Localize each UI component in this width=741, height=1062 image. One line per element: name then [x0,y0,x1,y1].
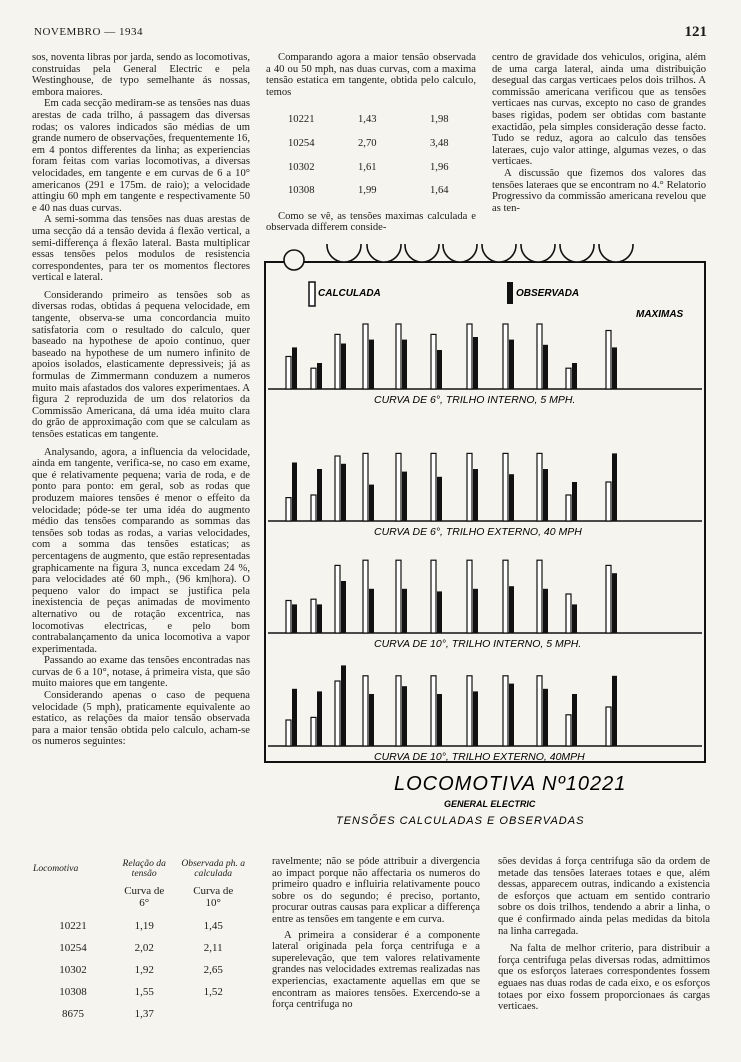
chart-panel [268,453,702,538]
wheel-circle [284,250,304,270]
bar-calculada [503,560,508,633]
legend-obs-swatch [507,282,513,304]
chart-panel [268,665,702,763]
wheel-circle [443,244,477,262]
wheel-circle [560,244,594,262]
bar-observada [292,689,297,746]
bar-observada [341,344,346,390]
table-cell: 1,55 [134,986,154,998]
bar-observada [317,691,322,746]
bar-observada [402,340,407,389]
column-header: Relação da tensão [122,858,166,879]
legend [309,282,684,320]
bar-calculada [467,324,472,389]
column-header: Locomotiva [33,863,79,874]
bar-observada [543,689,548,746]
bar-calculada [467,560,472,633]
bar-observada [437,694,442,746]
table-cell: Curva de 6° [124,885,165,909]
bar-calculada [431,676,436,746]
bar-calculada [566,594,571,633]
bar-calculada [503,676,508,746]
wheel-circles [284,244,633,270]
legend-calc-label: CALCULADA [318,288,381,299]
bar-calculada [431,560,436,633]
bar-calculada [311,368,316,389]
bar-calculada [503,324,508,389]
wheel-circle [405,244,439,262]
table-cell: 1,64 [430,185,449,197]
bar-observada [369,589,374,633]
bar-calculada [335,456,340,521]
bar-calculada [311,717,316,746]
wheel-circle [327,244,361,262]
bar-observada [612,573,617,633]
bar-calculada [606,331,611,390]
bar-observada [612,347,617,389]
column-header: Observada ph. a calculada [181,858,246,879]
bar-observada [292,347,297,389]
bar-observada [292,463,297,522]
table-header-row [32,858,252,885]
bar-observada [572,694,577,746]
legend-obs-label: OBSERVADA [516,288,580,299]
bar-observada [509,586,514,633]
bar-calculada [286,498,291,521]
paragraph: Analysando, agora, a influencia da velocidade, ainda em tangente, verifica-se, no caso em exame, que é relativamente pequena; varia de roda, e de ponto para ponto: em geral, sob as rodas que produzem maiores tensões é menor o effeito da velocidade; póde-se ter uma idéa do augmento médio das tensões comparando as sommas das tensões sob todas as rodas, a varias velocidades, com a somma das tensões estaticas; as percentagens de augmento, que estão representadas graphicamente na figura 3, nunca excedam 24 %, para velocidades até 60 mph., (96 km|hora). O pequeno valor do impact se justifica pela inexistencia de peças animadas de movimento alternativo ou de rotação excentrica, nas locomotivas electricas, e pelo bom contrabalançamento da unica locomotiva a vapor experimentada. [32,446,250,655]
figure-title: LOCOMOTIVA Nº10221 [394,773,627,795]
bar-calculada [396,560,401,633]
table-cell: 10302 [59,964,87,976]
figure-subtitle2: TENSÕES CALCULADAS E OBSERVADAS [336,815,585,827]
table-row [32,981,252,1003]
table-cell: 2,65 [203,964,223,976]
bar-calculada [566,715,571,746]
bar-observada [317,469,322,521]
chart-panels [268,324,702,763]
paragraph: Na falta de melhor criterio, para distribuir a força centrifuga pelas diversas rodas, admittimos que os esforços lateraes correspondentes fossem eguaes nas duas rodas de cada eixo, e os esforços totaes por eixo fossem proporcionaes ás cargas verticaes. [498,943,710,1013]
table-cell: 1,98 [430,114,449,126]
paragraph: Como se vê, as tensões maximas calculada e observada differem conside- [266,210,476,234]
ratio-table-curves [32,858,252,1025]
bar-calculada [396,453,401,521]
bar-calculada [566,368,571,389]
bar-observada [612,676,617,746]
table-cell: 1,19 [134,920,154,932]
bar-observada [509,684,514,746]
column-3 [492,52,706,214]
table-cell: 2,02 [134,942,154,954]
bar-calculada [363,560,368,633]
bar-observada [369,485,374,521]
bar-observada [543,589,548,633]
legend-calc-swatch [309,282,315,306]
table-cell: 1,99 [358,185,377,197]
bar-calculada [431,453,436,521]
table-cell [174,1003,252,1025]
wheel-circle [367,244,401,262]
figure-stress-chart [264,244,710,844]
table-cell: 10308 [59,986,87,998]
bar-calculada [363,676,368,746]
bottom-column-3 [498,856,710,1013]
bar-observada [473,469,478,521]
bar-calculada [431,334,436,389]
table-cell: 1,37 [134,1008,154,1020]
bar-observada [402,589,407,633]
paragraph: sões devidas á força centrifuga são da ordem de metade das tensões lateraes totaes e que, além dessas, apparecem outras, indicando a existencia de esforços que actuam em sentido contrario sobre os dois trilhos, tendendo a abrir a linha, o que é confirmado ainda pelas medidas da bitola na linha carregada. [498,856,710,937]
bar-calculada [311,599,316,633]
bar-calculada [606,565,611,633]
paragraph: centro de gravidade dos vehiculos, origina, além de uma carga lateral, ainda uma distribuição desegual das cargas verticaes pelos dois trilhos. A commissão americana verificou que as tensões verticaes nas curvas, excepto no caso de grandes bases rigidas, podem ser obtidas com bastante exactidão, pela simples consideração desse facto. Tudo se reduz, agora ao calculo das tensões lateraes, cujo valor attinge, algumas vezes, o das verticaes. [492,52,706,168]
table-row [32,1003,252,1025]
bar-observada [509,474,514,521]
bar-calculada [606,482,611,521]
bar-calculada [396,324,401,389]
bar-observada [292,604,297,633]
ratio-table [288,108,449,202]
figure-frame [265,262,705,762]
bar-observada [572,604,577,633]
bar-observada [473,589,478,633]
page-number: 121 [684,24,707,40]
bar-observada [437,350,442,389]
table-cell: 1,96 [430,161,449,173]
bar-calculada [311,495,316,521]
table-cell: 1,61 [358,161,377,173]
table-row [288,156,449,180]
bar-observada [369,340,374,389]
table-cell: 1,45 [203,920,223,932]
bar-observada [543,469,548,521]
table-cell: 10221 [288,114,315,126]
table-row [288,132,449,156]
table-cell: 10308 [288,185,315,197]
bar-observada [473,691,478,746]
panel-caption: CURVA DE 6°, TRILHO EXTERNO, 40 MPH [374,526,582,538]
paragraph: A primeira a considerar é a componente lateral originada pela força centrifuga e a superelevação, que tem valores relativamente grandes nas velocidades extremas realizadas nas experiencias, exactamente aquellas em que se encontram as maiores tensões. Exercendo-se a força centrifuga no [272,929,480,1011]
paragraph: ravelmente; não se póde attribuir a divergencia ao impact porque não affectaria os numeros do primeiro quadro e influiria relativamente pouco sobre os do segundo; é preciso, portanto, procurar outras causas para explicar a differença entre as tensões em tangente e em curva. [272,856,480,925]
table-cell: 1,43 [358,114,377,126]
bar-calculada [363,324,368,389]
table-cell: 10302 [288,161,315,173]
wheel-circle [482,244,516,262]
bar-calculada [467,676,472,746]
bar-observada [402,472,407,521]
panel-caption: CURVA DE 10°, TRILHO EXTERNO, 40MPH [374,751,585,763]
bar-calculada [363,453,368,521]
table-row [288,179,449,203]
paragraph: Considerando primeiro as tensões sob as diversas rodas, obtidas á pequena velocidade, em tangente, observa-se uma concordancia muito satisfatoria com o resultado do calculo, quer baseado na hypothese de apoio continuo, quer baseado na hypothese de um numero infinito de apoios isolados, elasticamente depressiveis; já as formulas de Zimmermann conduzem a numeros muito mais afastados dos valores experimentaes. A figura 2 reproduzida de um dos relatorios da Commissão Americana, dá uma idéa muito clara do grão de approximação com que se calculam as tensões estaticas em tangente. [32,289,250,440]
table-row [32,959,252,981]
paragraph: Considerando apenas o caso de pequena velocidade (5 mph), praticamente equivalente ao estatico, as relações da maior tensão observada para a maior tensão obtida pelo calculo, acham-se os numeros seguintes: [32,690,250,748]
table-cell: 10254 [288,137,315,149]
paragraph: Passando ao exame das tensões encontradas nas curvas de 6 a 10°, notase, á primeira vista, que são muito maiores que em tangente. [32,655,250,690]
table-cell: Curva de 10° [193,885,234,909]
table-cell: 1,52 [203,986,223,998]
bar-observada [437,591,442,633]
paragraph: A semi-somma das tensões nas duas arestas de uma secção dá a tensão devida á flexão vertical, a semi-differença á flexão lateral. Basta multiplicar essas tensões pelos modulos de resistencia correspondentes, para ter os momentos flectores vertical e lateral. [32,214,250,284]
wheel-circle [521,244,555,262]
table-cell [32,885,114,915]
bottom-column-2 [272,856,480,1011]
bar-calculada [286,601,291,634]
table-row [288,108,449,132]
panel-caption: CURVA DE 10°, TRILHO INTERNO, 5 MPH. [374,638,582,650]
bar-calculada [286,720,291,746]
bar-observada [341,581,346,633]
bar-observada [572,363,577,389]
table-cell: 10254 [59,942,87,954]
bar-calculada [396,676,401,746]
bar-calculada [537,324,542,389]
wheel-circle [599,244,633,262]
bar-observada [437,477,442,521]
paragraph: Em cada secção mediram-se as tensões nas duas arestas de cada trilho, á passagem das diversas rodas; os valores indicados são médias de um grande numero de observações, frequentemente 16, em 4 pontos differentes da linha; as experiencias foram feitas com varias locomotivas, a diversas velocidades, em tangente e em curvas de 6 a 10° americanos (291 e 175m. de raio); a velocidade attingiu 60 mph em tangente e respectivamente 50 e 40 nas duas curvas. [32,98,250,214]
table-cell: 10221 [59,920,87,932]
bar-observada [341,665,346,746]
bar-observada [509,340,514,389]
bar-calculada [537,676,542,746]
bar-observada [612,453,617,521]
table-cell: 3,48 [430,137,449,149]
bar-calculada [606,707,611,746]
bar-calculada [335,334,340,389]
bar-calculada [335,565,340,633]
bar-calculada [537,560,542,633]
column-1 [32,52,250,748]
bar-observada [473,337,478,389]
table-cell: 2,70 [358,137,377,149]
running-header: NOVEMBRO — 1934 [34,26,143,38]
table-cell: 8675 [62,1008,84,1020]
column-2 [266,52,476,234]
chart-panel [268,324,702,406]
bar-observada [317,604,322,633]
paragraph: Comparando agora a maior tensão observada a 40 ou 50 mph, nas duas curvas, com a maxima tensão estatica em tangente, obtida pelo calculo, temos [266,52,476,98]
table-cell: 1,92 [134,964,154,976]
paragraph: A discussão que fizemos dos valores das tensões lateraes que se encontram no 4.° Relatorio Progressivo da commissão americana revelou que as ten- [492,167,706,214]
max-label: MAXIMAS [636,309,684,320]
bar-calculada [537,453,542,521]
table-cell: 2,11 [203,942,223,954]
bar-observada [402,686,407,746]
bar-calculada [467,453,472,521]
bar-calculada [503,453,508,521]
bar-observada [369,694,374,746]
chart-panel [268,560,702,650]
bar-observada [572,482,577,521]
bar-calculada [335,681,340,746]
table-row [32,915,252,937]
bar-calculada [286,357,291,390]
bar-observada [317,363,322,389]
paragraph: sos, noventa libras por jarda, sendo as locomotivas, construidas pela General Electric e pela Westinghouse, de typo semelhante ás nossas, embora maiores. [32,52,250,98]
bar-calculada [566,495,571,521]
bar-observada [341,464,346,521]
panel-caption: CURVA DE 6°, TRILHO INTERNO, 5 MPH. [374,394,576,406]
table-row [32,937,252,959]
table-subheader-row [32,885,252,915]
figure-subtitle: GENERAL ELECTRIC [444,799,536,809]
bar-observada [543,345,548,389]
